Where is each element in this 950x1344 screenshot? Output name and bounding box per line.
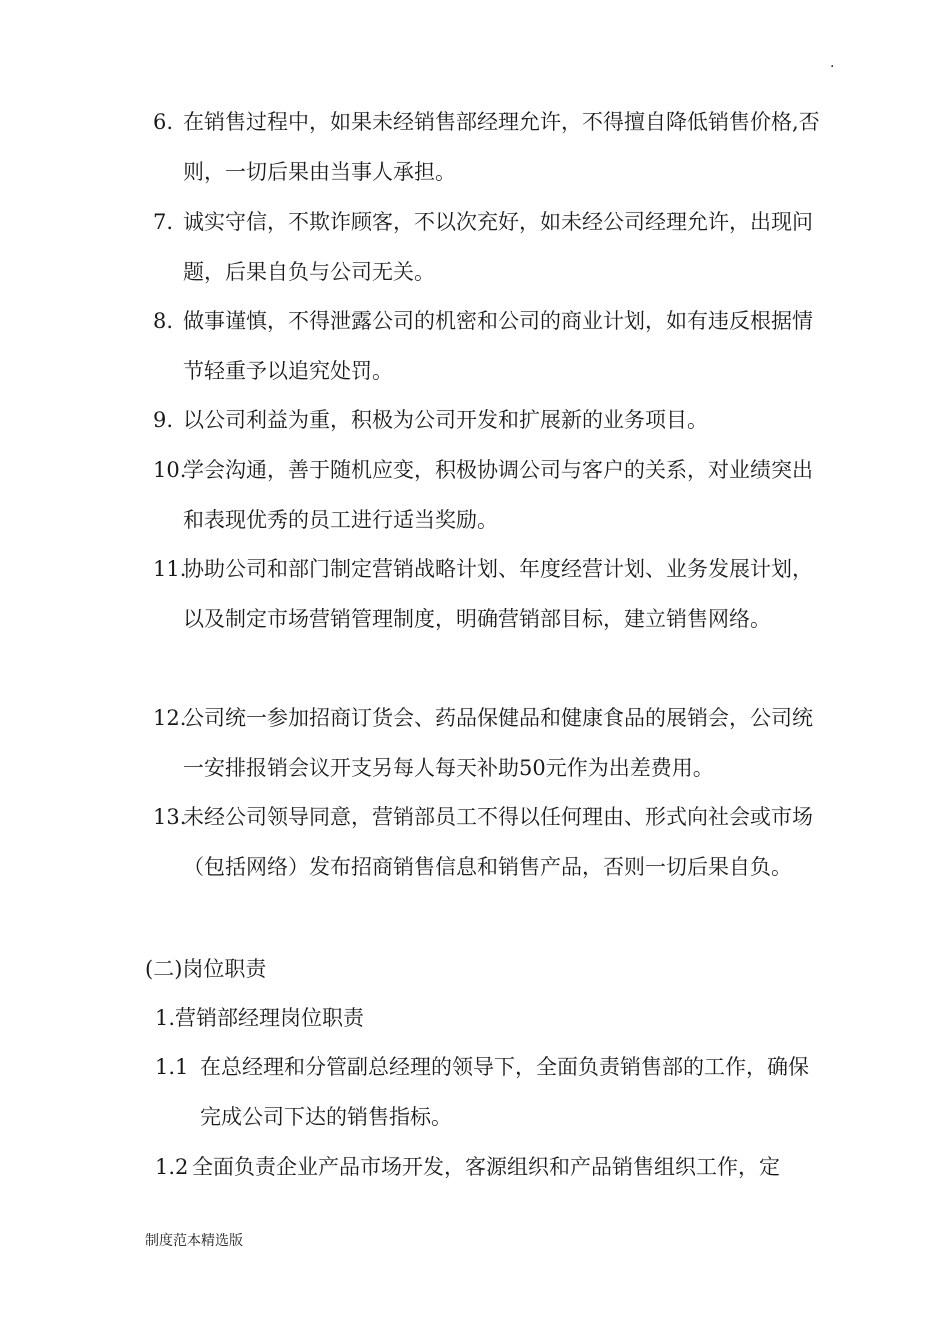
page-footer: 制度范本精选版 [145,1233,243,1249]
item-number: 11. [153,557,187,581]
list-item-10 [145,458,825,545]
item-text: 在销售过程中，如果未经销售部经理允许，不得擅自降低销售价格,否则，一切后果由当事人承担。 [183,110,820,184]
item-text: 协助公司和部门制定营销战略计划、年度经营计划、业务发展计划，以及制定市场营销管理制度，明确营销部目标，建立销售网络。 [183,557,813,631]
item-text: 公司统一参加招商订货会、药品保健品和健康食品的展销会，公司统一安排报销会议开支另每人每天补助50元作为出差费用。 [183,706,813,780]
item-text: 诚实守信，不欺诈顾客，不以次充好，如未经公司经理允许，出现问题，后果自负与公司无关。 [183,210,813,284]
section-heading: (二)岗位职责 [145,957,267,981]
list-item-1-2 [155,1155,825,1192]
list-item-13 [145,805,825,892]
item-text: 学会沟通，善于随机应变，积极协调公司与客户的关系，对业绩突出和表现优秀的员工进行适当奖励。 [183,458,813,532]
list-item-7 [145,210,825,297]
page-marker: . [830,55,835,71]
item-number: 10. [153,458,187,482]
item-number: 13. [153,805,187,829]
item-number: 12. [153,706,187,730]
item-text: 全面负责企业产品市场开发，客源组织和产品销售组织工作，定 [192,1155,780,1179]
sub-heading: 1.营销部经理岗位职责 [155,1006,365,1030]
item-text: 未经公司领导同意，营销部员工不得以任何理由、形式向社会或市场（包括网络）发布招商销售信息和销售产品，否则一切后果自负。 [183,805,813,879]
list-item-1-1 [155,1055,825,1142]
list-item-11 [145,557,825,644]
item-number: 6. [153,110,174,134]
list-item-8 [145,309,825,396]
list-item-6 [145,110,825,197]
item-number: 7. [153,210,174,234]
item-number: 1.1 [155,1055,189,1079]
item-text: 做事谨慎，不得泄露公司的机密和公司的商业计划，如有违反根据情节轻重予以追究处罚。 [183,309,813,383]
item-text: 以公司利益为重，积极为公司开发和扩展新的业务项目。 [183,408,708,432]
item-number: 8. [153,309,174,333]
item-text: 在总经理和分管副总经理的领导下，全面负责销售部的工作，确保完成公司下达的销售指标。 [200,1055,809,1129]
item-number: 9. [153,408,174,432]
item-number: 1.2 [155,1155,189,1179]
list-item-12 [145,706,825,793]
list-item-9 [145,408,825,445]
